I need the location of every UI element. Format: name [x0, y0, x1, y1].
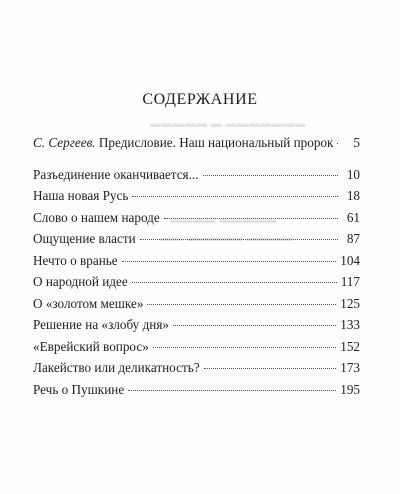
toc-entry-label: Наша новая Русь	[33, 188, 129, 203]
toc-entry-page: 61	[346, 209, 360, 225]
toc-entry-page: 18	[346, 188, 360, 203]
toc-entry	[33, 271, 360, 293]
toc-entry-label: Нечто о вранье	[33, 252, 118, 268]
toc-entry-label: «Еврейский вопрос»	[33, 338, 149, 354]
toc-entry-label: Лакейство или деликатность?	[33, 360, 200, 375]
toc-entry-page: 104	[340, 252, 360, 268]
toc-entry-page: 152	[340, 338, 360, 354]
toc-entry	[33, 185, 360, 207]
toc-entry-page: 173	[340, 360, 360, 375]
leader-dots	[203, 175, 338, 176]
toc-entry-label: Разъединение оканчивается...	[33, 166, 199, 182]
toc-entry-page: 87	[346, 231, 360, 246]
toc-entry-page: 133	[340, 317, 360, 332]
toc-entry	[33, 293, 360, 315]
toc-entry	[33, 314, 360, 336]
toc-entry-label: Решение на «злобу дня»	[33, 317, 169, 332]
leader-dots	[153, 347, 336, 348]
toc-entry	[33, 357, 360, 379]
toc-entry-label: О «золотом мешке»	[33, 295, 144, 311]
leader-dots	[337, 143, 338, 144]
leader-dots	[122, 261, 337, 262]
toc-entry-page: 117	[340, 274, 360, 289]
leader-dots	[147, 304, 336, 305]
show-through-text: ▬▬▬▬▬ ▬ ▬▬▬▬▬▬▬	[150, 118, 306, 130]
toc-entry-label: Речь о Пушкине	[33, 381, 125, 397]
toc-entry-label: С. Сергеев. Предисловие. Наш национальный пророк	[33, 135, 334, 150]
leader-dots	[173, 325, 336, 326]
leader-dots	[204, 368, 337, 369]
leader-dots	[164, 218, 338, 219]
toc-entry	[33, 250, 360, 272]
toc-entry-page: 5	[353, 135, 360, 150]
toc-entry	[33, 164, 360, 186]
toc-entry-page: 125	[340, 295, 360, 311]
show-through-text: ▬▬ ▬▬▬▬▬ ▬▬▬▬	[160, 232, 293, 244]
toc-entry-label: Слово о нашем народе	[33, 209, 160, 225]
leader-dots	[132, 282, 337, 283]
page-title: СОДЕРЖАНИЕ	[142, 91, 258, 108]
show-through-text: ▬▬▬▬ ▬▬▬▬▬	[170, 214, 277, 226]
leader-dots	[128, 390, 336, 391]
toc-entry-page: 195	[340, 381, 360, 397]
toc-entry	[33, 207, 360, 229]
toc-entry-label: О народной идее	[33, 274, 128, 289]
toc-entry	[33, 379, 360, 401]
leader-dots	[132, 196, 338, 197]
toc-entry-page: 10	[346, 166, 360, 182]
toc-entry-label: Ощущение власти	[33, 231, 136, 246]
leader-dots	[140, 239, 338, 240]
table-of-contents	[33, 132, 360, 400]
toc-entry	[33, 132, 360, 154]
toc-entry-author: С. Сергеев.	[33, 135, 96, 150]
toc-entry	[33, 228, 360, 250]
toc-entry	[33, 336, 360, 358]
